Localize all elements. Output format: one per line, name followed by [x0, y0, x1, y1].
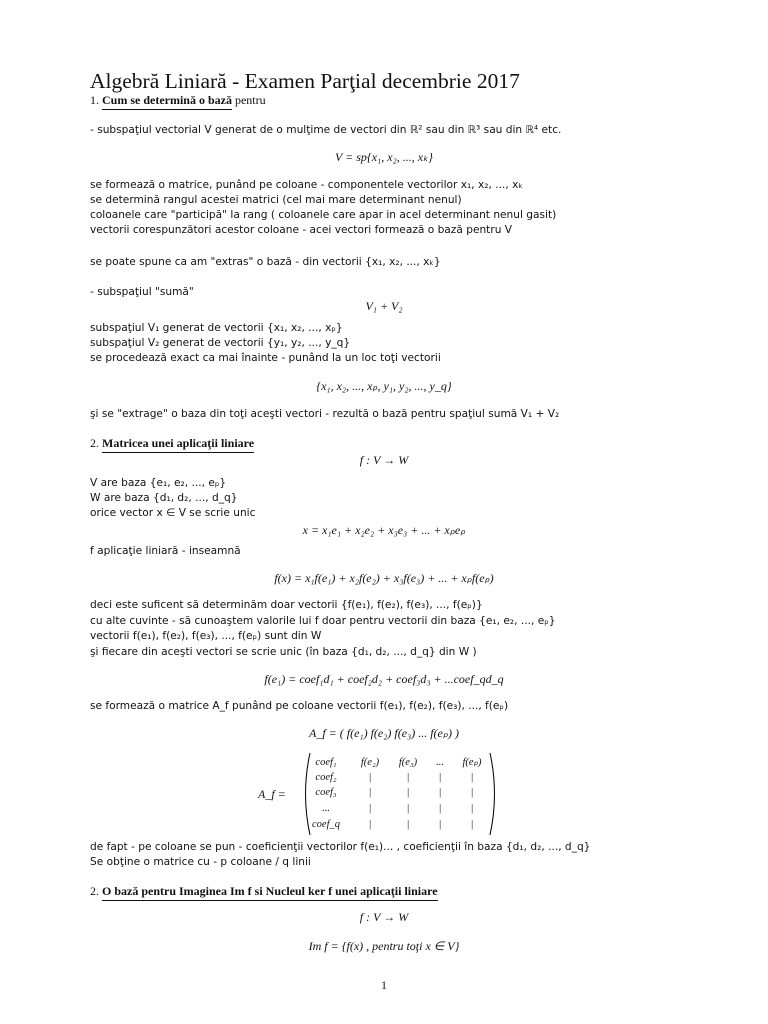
text-line: coloanele care "participă" la rang ( coloanele care apar in acel determinant nenul gasit)	[90, 209, 557, 221]
text-line: de fapt - pe coloane se pun - coeficienţii vectorilor f(e₁)... , coeficienţii în baza {d₁, d₂, ..., d_q}	[90, 841, 591, 853]
equation: V₁ + V₂	[365, 299, 403, 313]
equation: f(x) = x₁f(e₁) + x₂f(e₂) + x₃f(e₃) + ... + xₚf(eₚ)	[274, 571, 494, 585]
coefficient-matrix	[300, 752, 500, 836]
text-line: deci este suficent să determinăm doar vectorii {f(e₁), f(e₂), f(e₃), ..., f(eₚ)}	[90, 599, 483, 611]
equation: V = sp{x₁, x₂, ..., xₖ}	[335, 150, 433, 164]
matrix-header-cell: f(e₂)	[360, 757, 380, 768]
page-number: 1	[381, 978, 387, 992]
matrix-cell: coef₁	[315, 757, 337, 768]
matrix-cell: coef₂	[315, 772, 337, 783]
matrix-header-cell: ...	[436, 757, 444, 768]
section-number: 1.	[90, 93, 99, 107]
text-line: se formează o matrice A_f punând pe coloane vectorii f(e₁), f(e₂), f(e₃), ..., f(eₚ)	[90, 700, 509, 712]
matrix-header-cell: f(e₃)	[398, 757, 418, 768]
matrix-bar: |	[368, 819, 372, 830]
matrix-header-cell: f(eₚ)	[462, 757, 482, 768]
text-line: se procedează exact ca mai înainte - punând la un loc toţi vectorii	[90, 352, 441, 364]
matrix-bar: |	[470, 819, 474, 830]
matrix-bar: |	[470, 803, 474, 814]
matrix-bar: |	[438, 787, 442, 798]
matrix-bar: |	[470, 787, 474, 798]
section-number: 2.	[90, 884, 99, 898]
matrix-cell: coef_q	[312, 819, 340, 830]
equation: f : V → W	[359, 453, 409, 467]
text-line: - subspaţiul "sumă"	[90, 286, 194, 298]
text-line: f aplicaţie liniară - inseamnă	[90, 545, 241, 557]
text-line: orice vector x ∈ V se scrie unic	[90, 507, 256, 519]
section-2-heading	[90, 436, 254, 450]
text-line: W are baza {d₁, d₂, ..., d_q}	[90, 492, 238, 504]
equation: x = x₁e₁ + x₂e₂ + x₃e₃ + ... + xₚeₚ	[302, 523, 466, 537]
matrix-bar: |	[368, 803, 372, 814]
matrix-bar: |	[368, 787, 372, 798]
matrix-bar: |	[470, 772, 474, 783]
text-line: cu alte cuvinte - să cunoaştem valorile lui f doar pentru vectorii din baza {e₁, e₂, ..., eₚ}	[90, 615, 556, 627]
text-line: se formează o matrice, punând pe coloane - componentele vectorilor x₁, x₂, ..., xₖ	[90, 179, 523, 191]
equation: Im f = {f(x) , pentru toţi x ∈ V}	[308, 939, 460, 953]
matrix-cell: coef₃	[315, 787, 337, 798]
section-title: Matricea unei aplicaţii liniare	[102, 436, 254, 453]
matrix-bar: |	[438, 819, 442, 830]
section-title: O bază pentru Imaginea Im f si Nucleul ker f unei aplicaţii liniare	[102, 884, 438, 901]
section-3-heading	[90, 884, 438, 898]
section-1-heading	[90, 93, 266, 107]
section-number: 2.	[90, 436, 99, 450]
equation: f(e₁) = coef₁d₁ + coef₂d₂ + coef₃d₃ + ...coef_qd_q	[264, 672, 504, 686]
matrix-bar: |	[438, 803, 442, 814]
text-line: şi se "extrage" o baza din toţi aceşti vectori - rezultă o bază pentru spaţiul sumă V₁ + V₂	[90, 408, 560, 420]
matrix-bar: |	[406, 772, 410, 783]
matrix-bar: |	[406, 803, 410, 814]
matrix-cell: ...	[322, 803, 330, 814]
section-title: Cum se determină o bază	[102, 93, 232, 110]
page-title: Algebră Liniară - Examen Parţial decembrie 2017	[90, 69, 520, 93]
matrix-label: A_f =	[258, 787, 286, 801]
matrix-bar: |	[406, 819, 410, 830]
text-line: vectorii f(e₁), f(e₂), f(e₃), ..., f(eₚ) sunt din W	[90, 630, 322, 642]
matrix-bar: |	[438, 772, 442, 783]
text-line: V are baza {e₁, e₂, ..., eₚ}	[90, 477, 227, 489]
text-line: subspaţiul V₂ generat de vectorii {y₁, y₂, ..., y_q}	[90, 337, 351, 349]
text-line: vectorii corespunzători acestor coloane - acei vectori formează o bază pentru V	[90, 224, 513, 236]
text-line: se determină rangul acestei matrici (cel mai mare determinant nenul)	[90, 194, 462, 206]
text-line: şi fiecare din aceşti vectori se scrie unic (în baza {d₁, d₂, ..., d_q} din W )	[90, 646, 477, 658]
section-title-tail: pentru	[234, 93, 266, 107]
matrix-bar: |	[406, 787, 410, 798]
matrix-bar: |	[368, 772, 372, 783]
text-line: - subspaţiul vectorial V generat de o mulţime de vectori din ℝ² sau din ℝ³ sau din ℝ⁴ etc.	[90, 124, 562, 136]
equation: f : V → W	[359, 910, 409, 924]
equation: A_f = ( f(e₁) f(e₂) f(e₃) ... f(eₚ) )	[308, 726, 460, 740]
text-line: subspaţiul V₁ generat de vectorii {x₁, x₂, ..., xₚ}	[90, 322, 343, 334]
equation: {x₁, x₂, ..., xₚ, y₁, y₂, ..., y_q}	[316, 379, 452, 393]
text-line: se poate spune ca am "extras" o bază - din vectorii {x₁, x₂, ..., xₖ}	[90, 256, 441, 268]
text-line: Se obţine o matrice cu - p coloane / q linii	[90, 856, 311, 868]
